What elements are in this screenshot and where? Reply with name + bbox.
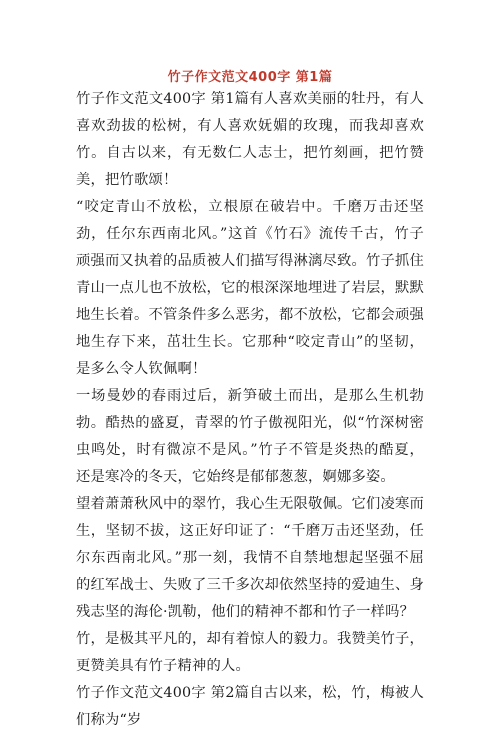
document-body — [76, 86, 424, 734]
paragraph-2: “咬定青山不放松，立根原在破岩中。千磨万击还坚劲，任尔东西南北风。”这首《竹石》流传千古，竹子顽强而又执着的品质被人们描写得淋漓尽致。竹子抓住青山一点儿也不放松，它的根深深地埋进了岩层，默默地生长着。不管条件多么恶劣，都不放松，它都会顽强地生存下来，茁壮生长。它那种“咬定青山”的坚韧，是多么令人钦佩啊！ — [76, 199, 424, 377]
document-title: 竹子作文范文400字 第1篇 — [167, 70, 333, 85]
paragraph-5: 竹，是极其平凡的，却有着惊人的毅力。我赞美竹子，更赞美具有竹子精神的人。 — [76, 631, 424, 674]
paragraph-3: 一场曼妙的春雨过后，新笋破土而出，是那么生机勃勃。酷热的盛夏，青翠的竹子傲视阳光，似“竹深树密虫鸣处，时有微凉不是风。”竹子不管是炎热的酷夏，还是寒冷的冬天，它始终是郁郁葱葱，婀娜多姿。 — [76, 388, 424, 485]
paragraph-1: 竹子作文范文400字 第1篇有人喜欢美丽的牡丹，有人喜欢劲拔的松树，有人喜欢妩媚的玫瑰，而我却喜欢竹。自古以来，有无数仁人志士，把竹刻画，把竹赞美，把竹歌颂！ — [76, 91, 424, 188]
paragraph-4: 望着萧萧秋风中的翠竹，我心生无限敬佩。它们凌寒而生，坚韧不拔，这正好印证了：“千磨万击还坚劲，任尔东西南北风。”那一刻，我情不自禁地想起坚强不屈的红军战士、失败了三千多次却依然坚持的爱迪生、身残志坚的海伦·凯勒，他们的精神不都和竹子一样吗？ — [76, 496, 424, 620]
paragraph-6: 竹子作文范文400字 第2篇自古以来，松，竹，梅被人们称为“岁 — [76, 685, 424, 728]
